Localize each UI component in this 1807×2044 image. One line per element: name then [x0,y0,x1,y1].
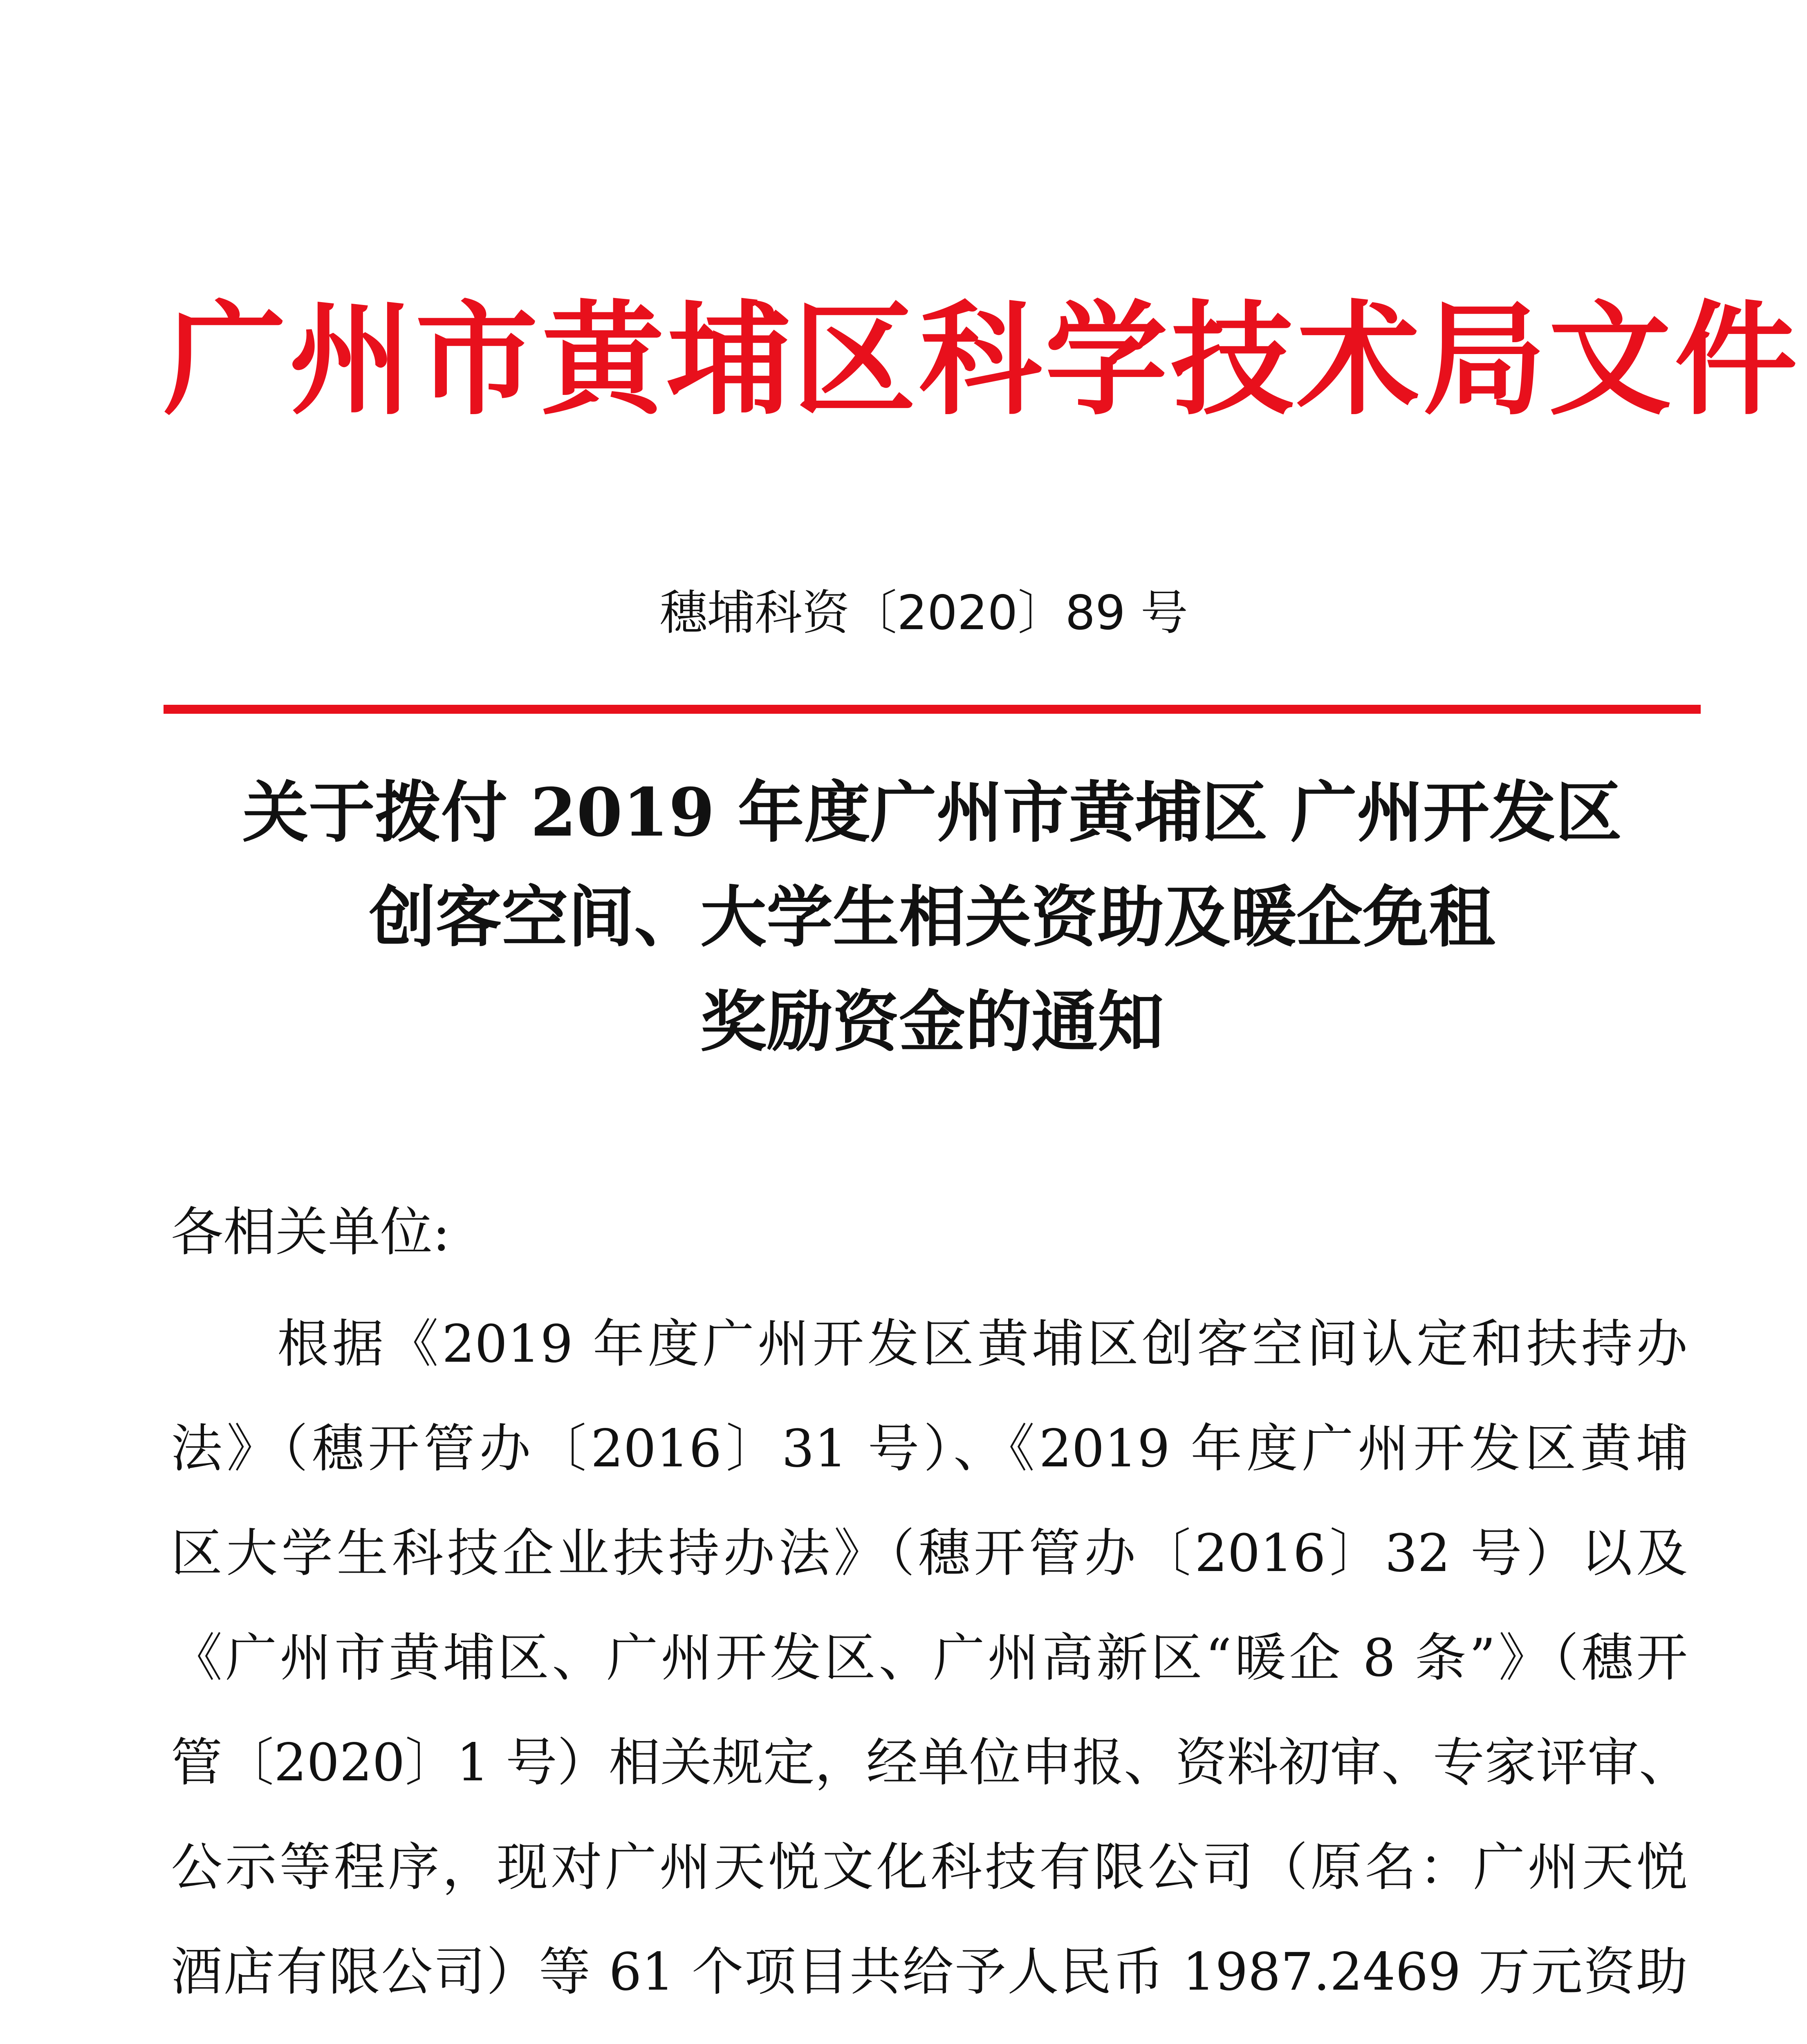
document-number: 穗埔科资〔2020〕89 号 [660,585,1188,641]
body-paragraph [171,1292,1688,2044]
notice-title [164,760,1701,1074]
title-line: 关于拨付 2019 年度广州市黄埔区 广州开发区 [242,774,1622,852]
body-line: 根据《2019 年度广州开发区黄埔区创客空间认定和扶持办 [277,1314,1688,1374]
title-line: 奖励资金的通知 [700,983,1164,1061]
body-line: 管〔2020〕1 号）相关规定，经单位申报、资料初审、专家评审、 [171,1732,1690,1793]
document-masthead: 广州市黄埔区科学技术局文件 [164,287,1800,432]
red-separator-rule [164,705,1701,714]
body-line [171,2024,1688,2044]
body-line: 法》（穗开管办〔2016〕31 号）、《2019 年度广州开发区黄埔 [171,1419,1688,1479]
body-line: 酒店有限公司）等 61 个项目共给予人民币 1987.2469 万元资助 [171,1942,1688,2002]
body-line: 区大学生科技企业扶持办法》（穗开管办〔2016〕32 号）以及 [171,1523,1688,1583]
title-line: 创客空间、大学生相关资助及暖企免租 [369,879,1495,956]
body-line: 《广州市黄埔区、广州开发区、广州高新区“暖企 8 条”》（穗开 [171,1628,1688,1688]
salutation: 各相关单位: [171,1202,451,1263]
body-line: 公示等程序，现对广州天悦文化科技有限公司（原名：广州天悦 [171,1837,1688,1897]
